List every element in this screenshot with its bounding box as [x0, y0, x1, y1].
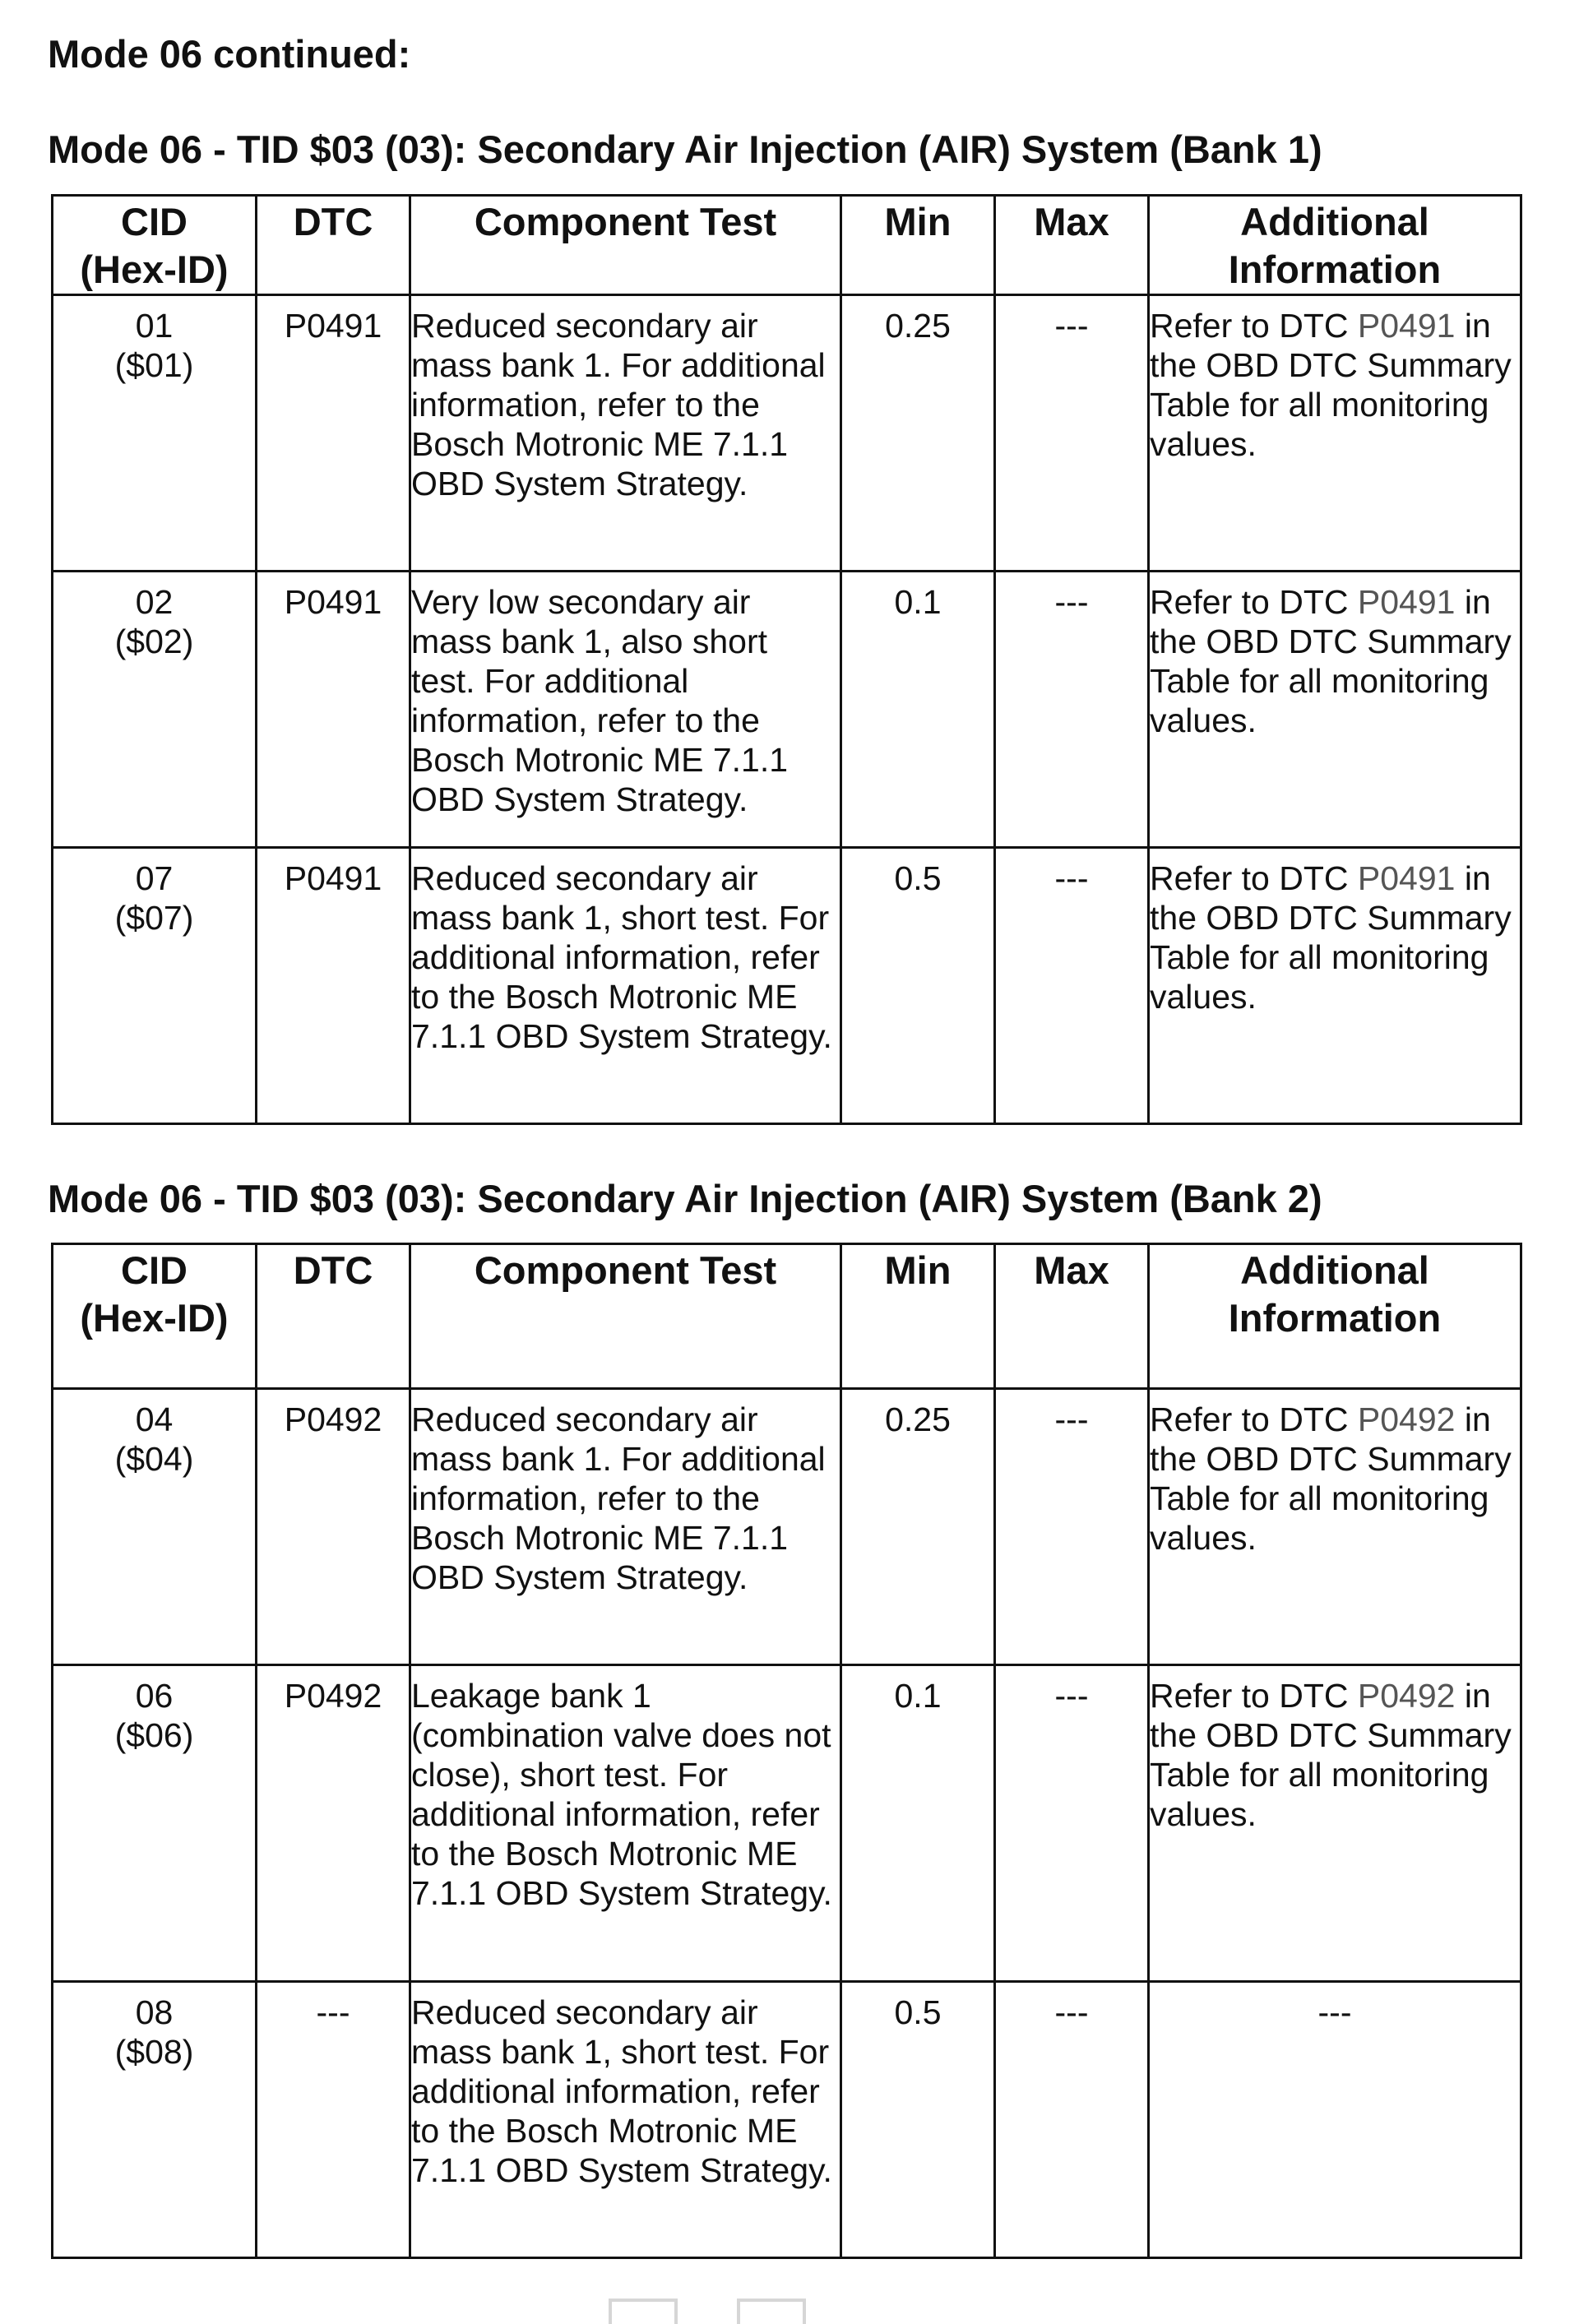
cell-component-test: Reduced secondary air mass bank 1, short test. For additional information, refer to the Bosch Motronic ME 7.1.1 OBD System Strategy. [410, 848, 841, 1124]
cell-max: --- [995, 295, 1149, 572]
cell-dtc: P0491 [257, 295, 410, 572]
cell-max: --- [995, 572, 1149, 848]
cell-dtc: --- [257, 1982, 410, 2258]
cell-dtc: P0492 [257, 1389, 410, 1665]
header-max: Max [995, 196, 1149, 295]
table-row [53, 1665, 1521, 1982]
cell-additional-information: Refer to DTC P0492 in the OBD DTC Summary Table for all monitoring values. [1149, 1389, 1521, 1665]
cell-component-test: Reduced secondary air mass bank 1. For additional information, refer to the Bosch Motronic ME 7.1.1 OBD System Strategy. [410, 295, 841, 572]
cell-min: 0.5 [841, 848, 995, 1124]
table-row [53, 848, 1521, 1124]
footer-watermark-right [737, 2299, 806, 2324]
header-additional-information: Additional Information [1149, 1244, 1521, 1389]
section-title-bank-1: Mode 06 - TID $03 (03): Secondary Air Injection (AIR) System (Bank 1) [48, 127, 1322, 171]
cell-additional-information: Refer to DTC P0492 in the OBD DTC Summary Table for all monitoring values. [1149, 1665, 1521, 1982]
cell-max: --- [995, 1982, 1149, 2258]
cell-component-test: Leakage bank 1 (combination valve does not close), short test. For additional information, refer to the Bosch Motronic ME 7.1.1 OBD System Strategy. [410, 1665, 841, 1982]
table-header-row [53, 1244, 1521, 1389]
table-row [53, 572, 1521, 848]
cell-min: 0.25 [841, 295, 995, 572]
cell-cid: 06 ($06) [53, 1665, 257, 1982]
footer-watermark-left [609, 2299, 678, 2324]
cell-additional-information: Refer to DTC P0491 in the OBD DTC Summary Table for all monitoring values. [1149, 572, 1521, 848]
cell-dtc: P0492 [257, 1665, 410, 1982]
test-table-bank-2 [51, 1243, 1522, 2259]
cell-cid: 01 ($01) [53, 295, 257, 572]
table-row [53, 1389, 1521, 1665]
cell-min: 0.1 [841, 572, 995, 848]
cell-min: 0.25 [841, 1389, 995, 1665]
cell-additional-information: Refer to DTC P0491 in the OBD DTC Summary Table for all monitoring values. [1149, 295, 1521, 572]
table-header-row [53, 196, 1521, 295]
header-min: Min [841, 1244, 995, 1389]
cell-max: --- [995, 848, 1149, 1124]
header-component-test: Component Test [410, 1244, 841, 1389]
section-title-bank-2: Mode 06 - TID $03 (03): Secondary Air Injection (AIR) System (Bank 2) [48, 1177, 1322, 1220]
header-component-test: Component Test [410, 196, 841, 295]
page-heading: Mode 06 continued: [48, 32, 411, 76]
cell-component-test: Reduced secondary air mass bank 1. For additional information, refer to the Bosch Motronic ME 7.1.1 OBD System Strategy. [410, 1389, 841, 1665]
header-dtc: DTC [257, 1244, 410, 1389]
cell-additional-information: --- [1149, 1982, 1521, 2258]
cell-component-test: Very low secondary air mass bank 1, also short test. For additional information, refer to the Bosch Motronic ME 7.1.1 OBD System Strategy. [410, 572, 841, 848]
cell-additional-information: Refer to DTC P0491 in the OBD DTC Summary Table for all monitoring values. [1149, 848, 1521, 1124]
cell-cid: 07 ($07) [53, 848, 257, 1124]
cell-dtc: P0491 [257, 572, 410, 848]
cell-cid: 02 ($02) [53, 572, 257, 848]
header-cid: CID (Hex-ID) [53, 1244, 257, 1389]
header-max: Max [995, 1244, 1149, 1389]
cell-min: 0.1 [841, 1665, 995, 1982]
header-additional-information: Additional Information [1149, 196, 1521, 295]
header-min: Min [841, 196, 995, 295]
header-dtc: DTC [257, 196, 410, 295]
cell-dtc: P0491 [257, 848, 410, 1124]
cell-max: --- [995, 1665, 1149, 1982]
cell-cid: 08 ($08) [53, 1982, 257, 2258]
cell-component-test: Reduced secondary air mass bank 1, short test. For additional information, refer to the Bosch Motronic ME 7.1.1 OBD System Strategy. [410, 1982, 841, 2258]
header-cid: CID (Hex-ID) [53, 196, 257, 295]
cell-max: --- [995, 1389, 1149, 1665]
table-row [53, 295, 1521, 572]
test-table-bank-1 [51, 194, 1522, 1125]
cell-min: 0.5 [841, 1982, 995, 2258]
cell-cid: 04 ($04) [53, 1389, 257, 1665]
table-row [53, 1982, 1521, 2258]
